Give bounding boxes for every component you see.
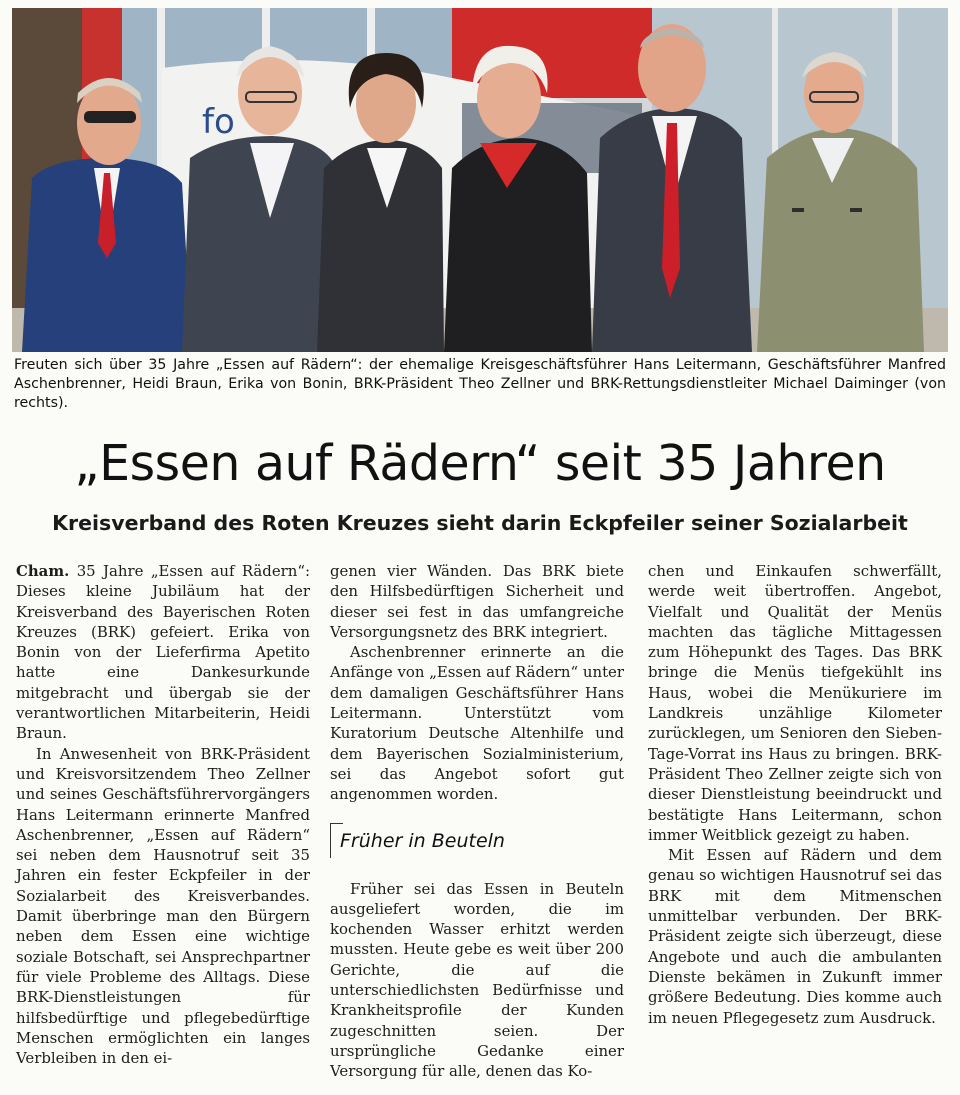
paragraph: In Anwesenheit von BRK-Präsident und Kreisvorsitzendem Theo Zellner und seines Geschäftsführervorgängers Hans Leitermann erinnerte Manfred Aschenbrenner, „Essen auf Rädern“ sei neben dem Hausnotruf seit 35 Jahren ein fester Eckpfeiler in der Sozialarbeit des Kreisverbandes. Damit überbringe man den Bürgern neben dem Essen eine wichtige soziale Botschaft, sei Ansprechpartner für viele Probleme des Alltags. Diese BRK-Dienstleistungen für hilfsbedürftige und pflegebedürftige Menschen ermöglichten ein langes Verbleiben in den ei-: [16, 744, 310, 1068]
article-column-2: [330, 561, 624, 1082]
van-lettering: fo: [202, 102, 235, 142]
paragraph: chen und Einkaufen schwerfällt, werde weit übertroffen. Angebot, Vielfalt und Qualität der Menüs machten das tägliche Mittagessen zum Höhepunkt des Tages. Das BRK bringe die Menüs tiefgekühlt ins Haus, wobei die Menükuriere im Landkreis unzählige Kilometer zurücklegen, um Senioren den Sieben-Tage-Vorrat ins Haus zu bringen. BRK-Präsident Theo Zellner zeigte sich von dieser Dienstleistung beeindruckt und bestätigte Hans Leitermann, schon immer Weitblick gezeigt zu haben.: [648, 562, 942, 844]
photo-caption: Freuten sich über 35 Jahre „Essen auf Rädern“: der ehemalige Kreisgeschäftsführer Hans Leitermann, Geschäftsführer Manfred Aschenbrenner, Heidi Braun, Erika von Bonin, BRK-Präsident Theo Zellner und BRK-Rettungsdienstleiter Michael Daiminger (von rechts).: [14, 357, 946, 411]
paragraph: Mit Essen auf Rädern und dem genau so wichtigen Hausnotruf sei das BRK mit dem Mitmenschen unmittelbar verbunden. Der BRK-Präsident zeigte sich überzeugt, diese Angebote und auch die ambulanten Dienste bekämen in Zukunft immer größere Bedeutung. Dies komme auch im neuen Pflegegesetz zum Ausdruck.: [648, 846, 942, 1027]
paragraph: Früher sei das Essen in Beuteln ausgeliefert worden, die im kochenden Wasser erhitzt werden mussten. Heute gebe es weit über 200 Gerichte, die auf die unterschiedlichsten Bedürfnisse und Krankheitsprofile der Kunden zugeschnitten seien. Der ursprüngliche Gedanke einer Versorgung für alle, denen das Ko-: [330, 879, 624, 1081]
subheadline: Kreisverband des Roten Kreuzes sieht darin Eckpfeiler seiner Sozialarbeit: [52, 511, 908, 535]
paragraph-text: 35 Jahre „Essen auf Rädern“: Dieses kleine Jubiläum hat der Kreisverband des Bayerischen Roten Kreuzes (BRK) gefeiert. Erika von Bonin von der Lieferfirma Apetito hatte eine Dankesurkunde mitgebracht und übergab sie der verantwortlichen Mitarbeiterin, Heidi Braun.: [16, 562, 310, 743]
paragraph: [16, 561, 310, 744]
article-column-1: [16, 561, 310, 1068]
section-heading-label: Früher in Beuteln: [340, 829, 505, 852]
dateline: Cham.: [16, 562, 70, 580]
headline: „Essen auf Rädern“ seit 35 Jahren: [74, 435, 886, 492]
paragraph: Aschenbrenner erinnerte an die Anfänge von „Essen auf Rädern“ unter dem damaligen Geschäftsführer Hans Leitermann. Unterstützt vom Kuratorium Deutsche Altenhilfe und dem Bayerischen Sozialministerium, sei das Angebot sofort gut angenommen worden.: [330, 643, 624, 804]
section-heading: [330, 823, 624, 859]
article-column-3: [648, 561, 942, 1028]
group-photo-image: [12, 8, 948, 352]
article-photo: [12, 8, 948, 352]
paragraph: genen vier Wänden. Das BRK biete den Hilfsbedürftigen Sicherheit und dieser sei fest in das umfangreiche Versorgungsnetz des BRK integriert.: [330, 562, 624, 641]
